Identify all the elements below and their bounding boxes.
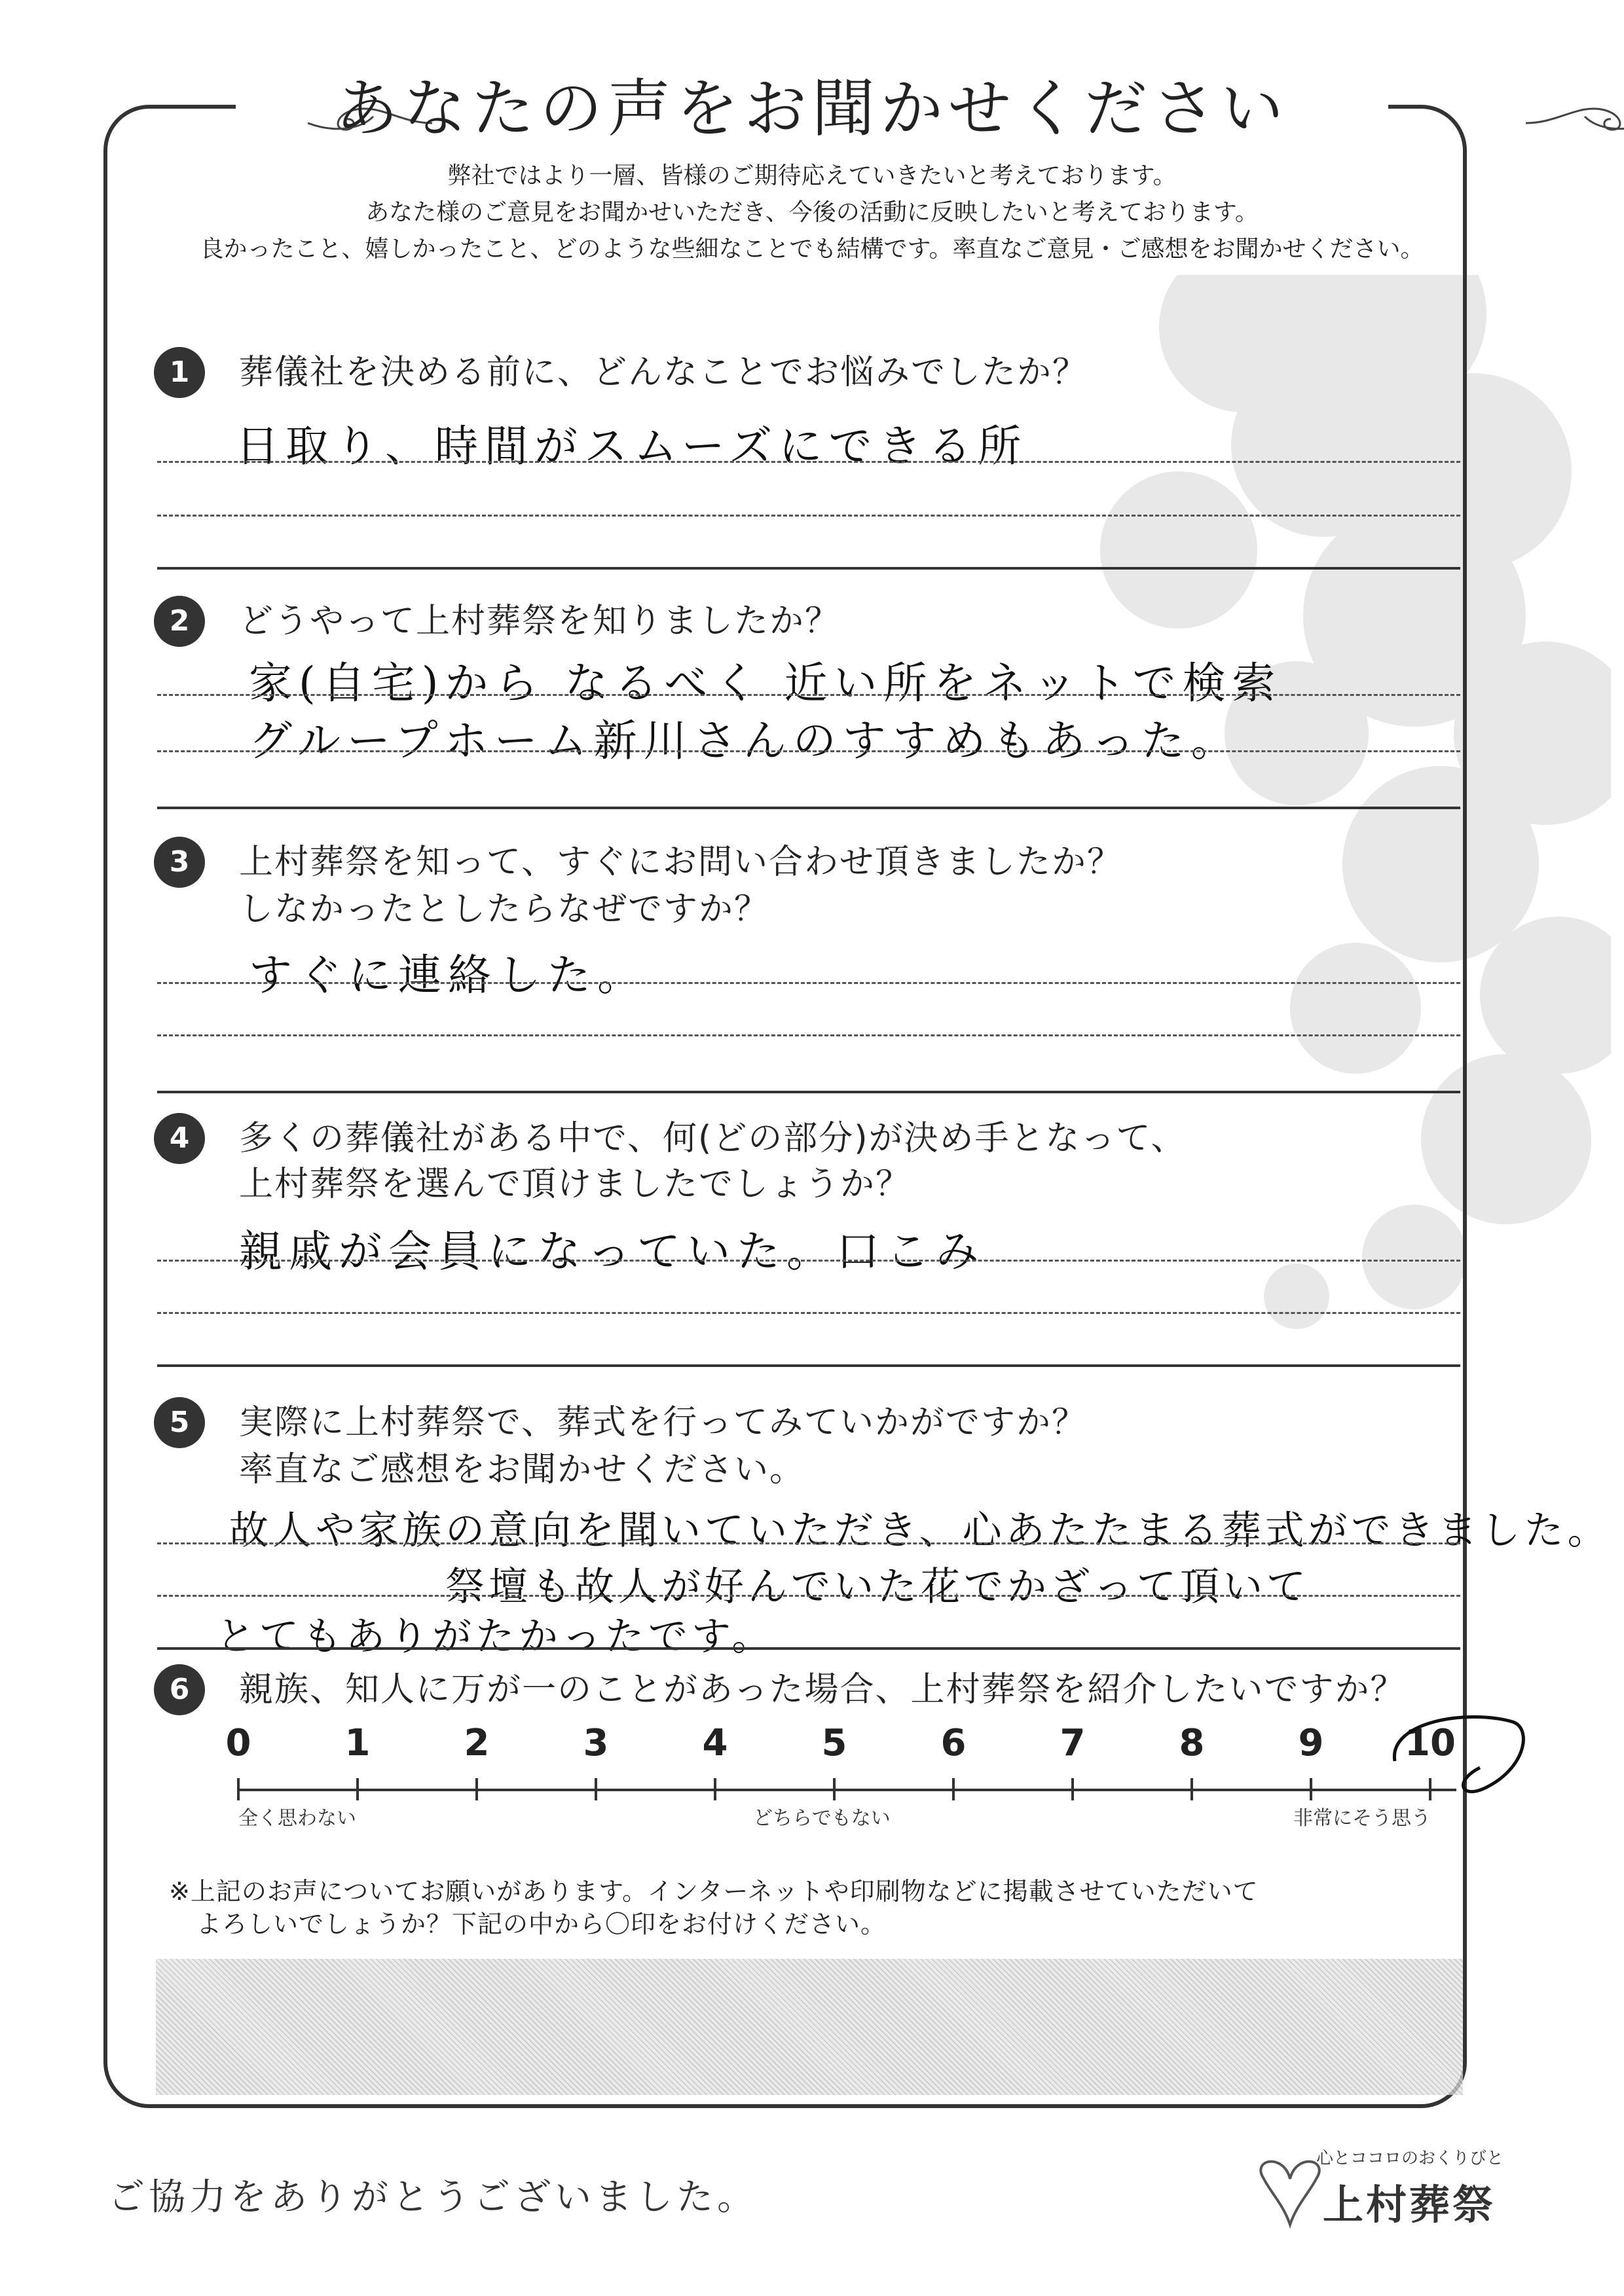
scale-label-low: 全く思わない <box>238 1807 356 1830</box>
question-1-divider <box>157 567 1460 570</box>
question-2-number: 2 <box>154 596 205 647</box>
scale-tick <box>1310 1778 1312 1800</box>
scale-tick <box>475 1778 478 1800</box>
answer-4-rule <box>157 1260 1460 1262</box>
answer-2-rule <box>157 694 1460 696</box>
usage-note-line-1: ※上記のお声についてお願いがあります。インターネットや印刷物などに掲載させていただいて <box>169 1877 1259 1906</box>
scale-number-2[interactable]: 2 <box>464 1722 490 1764</box>
title-area <box>236 46 1388 164</box>
scale-number-3[interactable]: 3 <box>583 1722 609 1764</box>
answer-2-line-2: グループホーム新川さんのすすめもあった。 <box>249 716 1241 766</box>
answer-1-line-1: 日取り、時間がスムーズにできる所 <box>236 421 1028 471</box>
scale-tick <box>237 1778 240 1800</box>
answer-4-rule <box>157 1312 1460 1314</box>
question-4-divider <box>157 1364 1460 1367</box>
question-5-number: 5 <box>154 1397 205 1448</box>
question-4-number: 4 <box>154 1113 205 1164</box>
answer-4-line-1: 親戚が会員になっていた。口こみ <box>239 1226 986 1277</box>
question-3-text-line-1: 上村葬祭を知って、すぐにお問い合わせ頂きましたか？ <box>239 843 1122 882</box>
page-title: あなたの声をお聞かせください <box>335 72 1289 145</box>
intro-line-2: あなた様のご意見をお聞かせいただき、今後の活動に反映したいと考えております。 <box>365 199 1259 226</box>
question-1-number: 1 <box>154 347 205 398</box>
question-6-number: 6 <box>154 1664 205 1715</box>
answer-3-rule <box>157 982 1460 984</box>
question-5-divider <box>157 1647 1460 1650</box>
question-2-text: どうやって上村葬祭を知りましたか？ <box>239 602 841 641</box>
question-3-number: 3 <box>154 837 205 888</box>
logo-name: 上村葬祭 <box>1323 2181 1496 2229</box>
question-5-text-line-2: 率直なご感想をお聞かせください。 <box>239 1450 805 1489</box>
scale-number-1[interactable]: 1 <box>344 1722 371 1764</box>
scale-label-mid: どちらでもない <box>753 1807 891 1830</box>
intro-line-1: 弊社ではより一層、皆様のご期待応えていきたいと考えております。 <box>447 162 1177 189</box>
scale-number-9[interactable]: 9 <box>1298 1722 1324 1764</box>
intro-line-3: 良かったこと、嬉しかったこと、どのような些細なことでも結構です。率直なご意見・ご感想をお聞かせください。 <box>200 236 1424 263</box>
consent-options-area <box>156 1959 1463 2095</box>
scale-tick <box>356 1778 359 1800</box>
question-4-text-line-1: 多くの葬儀社がある中で、何(どの部分)が決め手となって、 <box>239 1119 1187 1158</box>
answer-5-line-3: とてもありがたかったです。 <box>216 1614 775 1660</box>
question-4-text-line-2: 上村葬祭を選んで頂けましたでしょうか？ <box>239 1165 912 1204</box>
question-6-text: 親族、知人に万が一のことがあった場合、上村葬祭を紹介したいですか？ <box>239 1670 1406 1709</box>
answer-5-line-1: 故人や家族の意向を聞いていただき、心あたたまる葬式ができました。 <box>229 1508 1611 1554</box>
answer-1-rule <box>157 461 1460 463</box>
answer-3-rule <box>157 1034 1460 1036</box>
scale-number-7[interactable]: 7 <box>1060 1722 1086 1764</box>
question-3-text-line-2: しなかったとしたらなぜですか？ <box>239 890 770 929</box>
scale-tick <box>1071 1778 1074 1800</box>
scale-tick <box>714 1778 716 1800</box>
scale-number-5[interactable]: 5 <box>821 1722 847 1764</box>
usage-note-line-2: よろしいでしょうか？下記の中から〇印をお付けください。 <box>196 1910 887 1939</box>
title-right-ornament <box>1519 97 1624 136</box>
scale-number-0[interactable]: 0 <box>225 1722 251 1764</box>
thanks-message: ご協力をありがとうございました。 <box>108 2176 758 2219</box>
logo-tagline: 心とココロのおくりびと <box>1316 2149 1504 2168</box>
scale-tick <box>833 1778 836 1800</box>
question-1-text: 葬儀社を決める前に、どんなことでお悩みでしたか？ <box>239 353 1088 392</box>
answer-5-rule <box>157 1595 1460 1597</box>
answer-3-line-1: すぐに連絡した。 <box>249 950 647 1000</box>
question-3-divider <box>157 1091 1460 1093</box>
scale-number-4[interactable]: 4 <box>702 1722 728 1764</box>
answer-2-line-1: 家(自宅)から なるべく 近い所をネットで検索 <box>249 658 1282 708</box>
answer-2-rule <box>157 750 1460 752</box>
question-2-divider <box>157 807 1460 809</box>
scale-number-10[interactable]: 10 <box>1405 1722 1456 1764</box>
scale-tick <box>595 1778 597 1800</box>
answer-1-rule <box>157 515 1460 517</box>
scale-tick <box>1190 1778 1193 1800</box>
selected-rating-circle <box>1369 1696 1539 1813</box>
rating-scale-line <box>238 1789 1456 1791</box>
answer-5-rule <box>157 1542 1460 1544</box>
scale-label-high: 非常にそう思う <box>1293 1807 1431 1830</box>
scale-number-8[interactable]: 8 <box>1179 1722 1205 1764</box>
scale-tick <box>952 1778 955 1800</box>
question-5-text-line-1: 実際に上村葬祭で、葬式を行ってみていかがですか？ <box>239 1403 1087 1442</box>
answer-5-line-2: 祭壇も故人が好んでいた花でかざって頂いて <box>445 1564 1310 1610</box>
scale-number-6[interactable]: 6 <box>940 1722 967 1764</box>
